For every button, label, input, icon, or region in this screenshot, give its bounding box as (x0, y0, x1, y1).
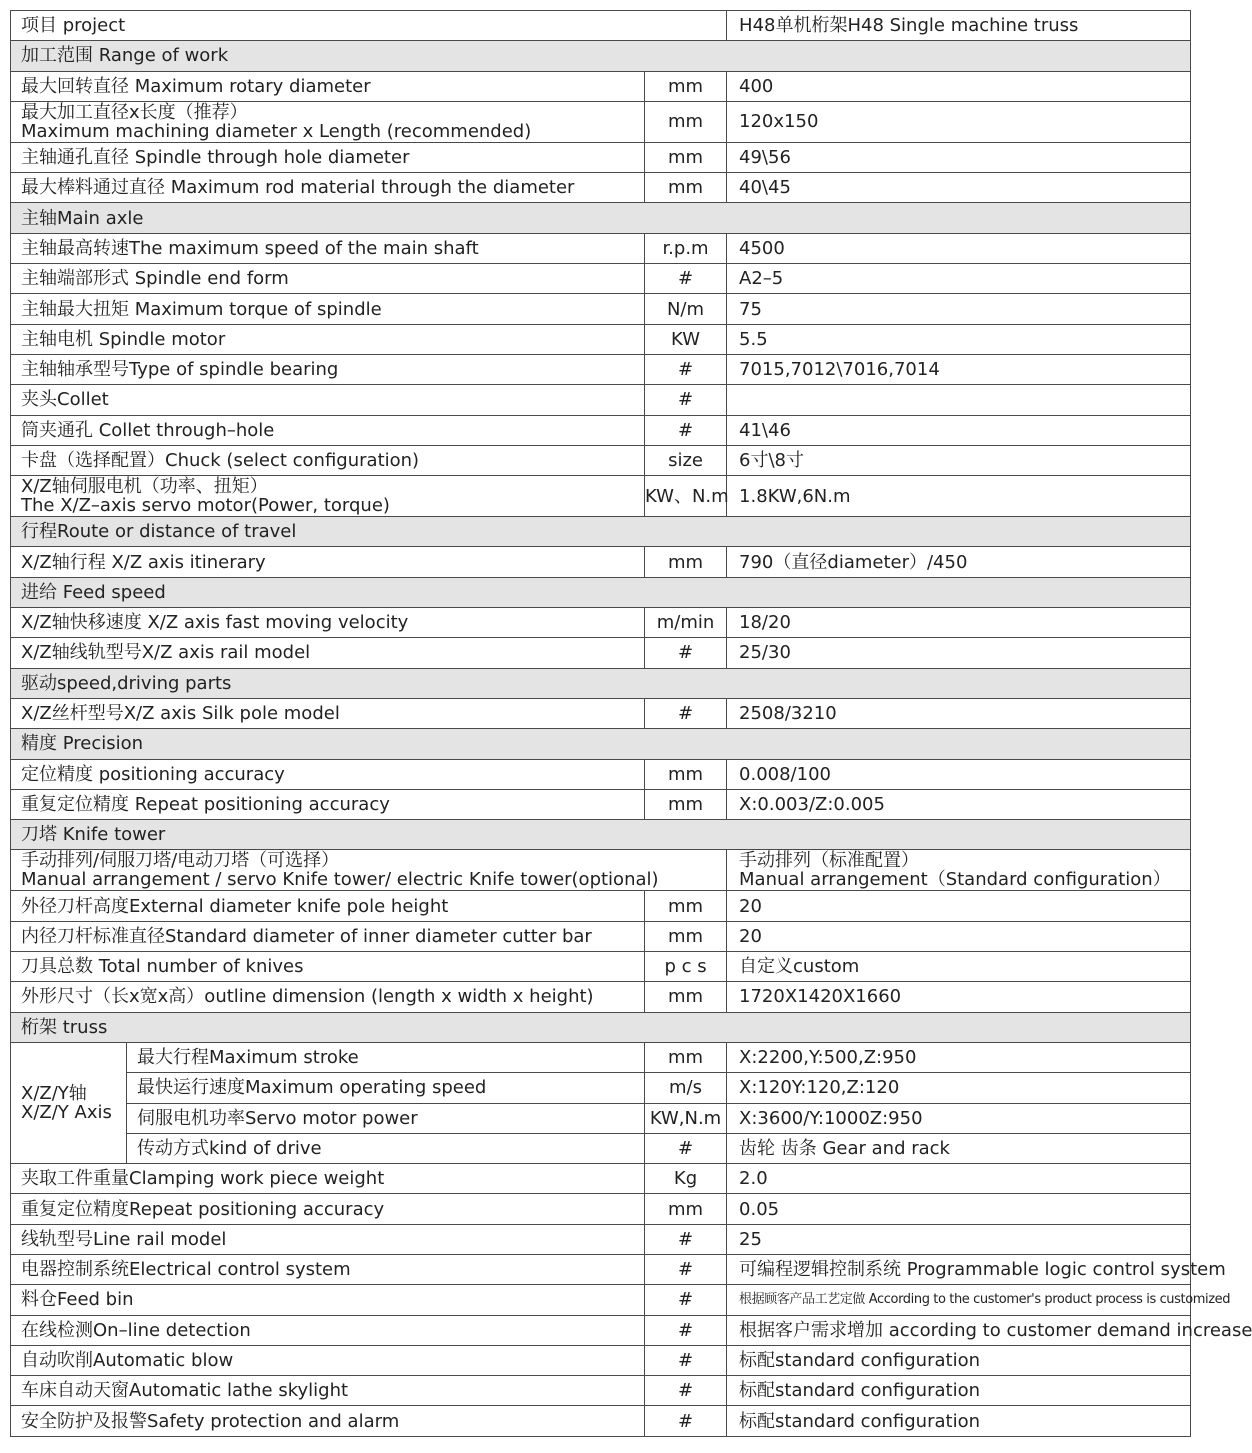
spec-value: 齿轮 齿条 Gear and rack (727, 1133, 1191, 1163)
spec-label: 最快运行速度Maximum operating speed (127, 1073, 645, 1103)
spec-label: X/Z轴线轨型号X/Z axis rail model (11, 638, 645, 668)
header-label: 项目 project (11, 11, 727, 41)
spec-label: 料仓Feed bin (11, 1285, 645, 1315)
spec-label: 主轴端部形式 Spindle end form (11, 264, 645, 294)
spec-label: 定位精度 positioning accuracy (11, 759, 645, 789)
spec-label: 卡盘（选择配置）Chuck (select configuration) (11, 445, 645, 475)
spec-label: 最大行程Maximum stroke (127, 1042, 645, 1072)
spec-value: 0.008/100 (727, 759, 1191, 789)
spec-value: 20 (727, 891, 1191, 921)
table-row (11, 547, 1191, 577)
spec-unit: mm (645, 759, 727, 789)
spec-value: 1.8KW,6N.m (727, 476, 1191, 517)
table-row (11, 1345, 1191, 1375)
spec-label: 主轴电机 Spindle motor (11, 324, 645, 354)
spec-value (727, 850, 1191, 891)
table-row (11, 142, 1191, 172)
spec-unit: # (645, 385, 727, 415)
section-title: 桁架 truss (11, 1012, 1191, 1042)
section-title: 精度 Precision (11, 729, 1191, 759)
spec-value: 18/20 (727, 608, 1191, 638)
spec-label: 自动吹削Automatic blow (11, 1345, 645, 1375)
spec-label: 筒夹通孔 Collet through–hole (11, 415, 645, 445)
spec-value: X:0.003/Z:0.005 (727, 789, 1191, 819)
spec-value: 5.5 (727, 324, 1191, 354)
spec-unit: mm (645, 1194, 727, 1224)
table-row (11, 173, 1191, 203)
spec-unit: # (645, 698, 727, 728)
spec-value: X:3600/Y:1000Z:950 (727, 1103, 1191, 1133)
table-row (11, 101, 1191, 142)
spec-unit: KW (645, 324, 727, 354)
spec-unit: p c s (645, 952, 727, 982)
spec-label: X/Z轴快移速度 X/Z axis fast moving velocity (11, 608, 645, 638)
spec-value: 1720X1420X1660 (727, 982, 1191, 1012)
spec-label: 重复定位精度Repeat positioning accuracy (11, 1194, 645, 1224)
spec-value: 6寸\8寸 (727, 445, 1191, 475)
spec-label-cn: 手动排列/伺服刀塔/电动刀塔（可选择） (21, 850, 340, 872)
section-row (11, 1012, 1191, 1042)
spec-unit: KW、N.m (645, 476, 727, 517)
spec-unit: mm (645, 142, 727, 172)
truss-group-label (11, 1042, 127, 1163)
spec-label-en: The X/Z–axis servo motor(Power, torque) (21, 495, 390, 517)
spec-unit: r.p.m (645, 233, 727, 263)
spec-label: 主轴最高转速The maximum speed of the main shaft (11, 233, 645, 263)
spec-unit: mm (645, 1042, 727, 1072)
spec-value: 400 (727, 71, 1191, 101)
spec-label: 最大棒料通过直径 Maximum rod material through the diameter (11, 173, 645, 203)
table-row (11, 1315, 1191, 1345)
table-row (11, 324, 1191, 354)
section-row (11, 820, 1191, 850)
section-row (11, 517, 1191, 547)
spec-value: 标配standard configuration (727, 1376, 1191, 1406)
table-row (11, 385, 1191, 415)
spec-unit: mm (645, 789, 727, 819)
section-row (11, 203, 1191, 233)
table-row (11, 233, 1191, 263)
spec-unit: Kg (645, 1164, 727, 1194)
spec-value: 2508/3210 (727, 698, 1191, 728)
spec-value: X:2200,Y:500,Z:950 (727, 1042, 1191, 1072)
spec-unit: # (645, 354, 727, 384)
table-row (11, 264, 1191, 294)
section-row (11, 668, 1191, 698)
spec-label: 内径刀杆标准直径Standard diameter of inner diameter cutter bar (11, 921, 645, 951)
spec-unit: # (645, 415, 727, 445)
spec-label: 安全防护及报警Safety protection and alarm (11, 1406, 645, 1436)
header-value: H48单机桁架H48 Single machine truss (727, 11, 1191, 41)
spec-label: 伺服电机功率Servo motor power (127, 1103, 645, 1133)
spec-label (11, 476, 645, 517)
section-title: 进给 Feed speed (11, 577, 1191, 607)
spec-label: X/Z轴行程 X/Z axis itinerary (11, 547, 645, 577)
spec-value: 标配standard configuration (727, 1406, 1191, 1436)
spec-label: 夹取工件重量Clamping work piece weight (11, 1164, 645, 1194)
spec-value: 20 (727, 921, 1191, 951)
table-row (11, 891, 1191, 921)
spec-value: X:120Y:120,Z:120 (727, 1073, 1191, 1103)
table-header-row (11, 11, 1191, 41)
section-row (11, 577, 1191, 607)
spec-unit: # (645, 1315, 727, 1345)
truss-row (11, 1073, 1191, 1103)
table-row (11, 1285, 1191, 1315)
spec-unit: # (645, 1285, 727, 1315)
spec-unit: m/min (645, 608, 727, 638)
truss-group-label-en: X/Z/Y Axis (21, 1102, 112, 1123)
spec-label: 主轴最大扭矩 Maximum torque of spindle (11, 294, 645, 324)
table-row (11, 850, 1191, 891)
spec-value: 25/30 (727, 638, 1191, 668)
truss-group-label-cn: X/Z/Y轴 (21, 1083, 87, 1104)
spec-value: 790（直径diameter）/450 (727, 547, 1191, 577)
spec-label-cn: X/Z轴伺服电机（功率、扭矩） (21, 476, 268, 498)
spec-value-cn: 手动排列（标准配置） (739, 850, 920, 872)
table-row (11, 294, 1191, 324)
spec-label: 车床自动天窗Automatic lathe skylight (11, 1376, 645, 1406)
spec-table (10, 10, 1252, 1437)
spec-value (727, 385, 1191, 415)
table-row (11, 445, 1191, 475)
spec-value: 2.0 (727, 1164, 1191, 1194)
spec-unit: mm (645, 547, 727, 577)
spec-label: 传动方式kind of drive (127, 1133, 645, 1163)
spec-value: 自定义custom (727, 952, 1191, 982)
spec-value: 25 (727, 1224, 1191, 1254)
spec-unit: # (645, 1345, 727, 1375)
section-title: 驱动speed,driving parts (11, 668, 1191, 698)
spec-label: 刀具总数 Total number of knives (11, 952, 645, 982)
table-row (11, 789, 1191, 819)
spec-unit: N/m (645, 294, 727, 324)
spec-unit: # (645, 1406, 727, 1436)
spec-unit: # (645, 264, 727, 294)
truss-row (11, 1042, 1191, 1072)
spec-unit: # (645, 638, 727, 668)
table-row (11, 415, 1191, 445)
spec-label: 外径刀杆高度External diameter knife pole height (11, 891, 645, 921)
spec-unit: # (645, 1133, 727, 1163)
spec-unit: m/s (645, 1073, 727, 1103)
table-row (11, 1406, 1191, 1436)
table-row (11, 759, 1191, 789)
spec-value-en: Manual arrangement（Standard configuration） (739, 869, 1171, 891)
spec-label (11, 850, 727, 891)
spec-label: 主轴轴承型号Type of spindle bearing (11, 354, 645, 384)
table-row (11, 1164, 1191, 1194)
section-row (11, 41, 1191, 71)
spec-unit: # (645, 1224, 727, 1254)
spec-value: 可编程逻辑控制系统 Programmable logic control system (727, 1254, 1191, 1284)
spec-label: 最大回转直径 Maximum rotary diameter (11, 71, 645, 101)
table-row (11, 982, 1191, 1012)
spec-label: 在线检测On–line detection (11, 1315, 645, 1345)
spec-value: 根据客户需求增加 according to customer demand increase (727, 1315, 1191, 1345)
spec-value: 120x150 (727, 101, 1191, 142)
table-row (11, 1194, 1191, 1224)
section-title: 刀塔 Knife tower (11, 820, 1191, 850)
spec-unit: mm (645, 71, 727, 101)
spec-unit: mm (645, 101, 727, 142)
spec-unit: mm (645, 891, 727, 921)
spec-unit: mm (645, 173, 727, 203)
spec-unit: mm (645, 921, 727, 951)
spec-label: 夹头Collet (11, 385, 645, 415)
spec-value: 7015,7012\7016,7014 (727, 354, 1191, 384)
truss-row (11, 1133, 1191, 1163)
spec-label: 主轴通孔直径 Spindle through hole diameter (11, 142, 645, 172)
table-row (11, 1376, 1191, 1406)
table-row (11, 698, 1191, 728)
spec-unit: # (645, 1254, 727, 1284)
spec-unit: size (645, 445, 727, 475)
table-row (11, 952, 1191, 982)
spec-value: 49\56 (727, 142, 1191, 172)
spec-unit: KW,N.m (645, 1103, 727, 1133)
spec-value: 40\45 (727, 173, 1191, 203)
spec-value: 75 (727, 294, 1191, 324)
spec-label: 电器控制系统Electrical control system (11, 1254, 645, 1284)
spec-label (11, 101, 645, 142)
section-row (11, 729, 1191, 759)
spec-label: 线轨型号Line rail model (11, 1224, 645, 1254)
table-row (11, 354, 1191, 384)
table-row (11, 1224, 1191, 1254)
table-row (11, 921, 1191, 951)
spec-value: 4500 (727, 233, 1191, 263)
table-row (11, 638, 1191, 668)
spec-value: A2–5 (727, 264, 1191, 294)
spec-unit: mm (645, 982, 727, 1012)
spec-label-en: Maximum machining diameter x Length (recommended) (21, 120, 532, 142)
spec-label: 重复定位精度 Repeat positioning accuracy (11, 789, 645, 819)
table-row (11, 476, 1191, 517)
truss-row (11, 1103, 1191, 1133)
section-title: 加工范围 Range of work (11, 41, 1191, 71)
spec-value: 41\46 (727, 415, 1191, 445)
spec-unit: # (645, 1376, 727, 1406)
spec-label-cn: 最大加工直径x长度（推荐） (21, 101, 248, 123)
spec-label: X/Z丝杆型号X/Z axis Silk pole model (11, 698, 645, 728)
section-title: 行程Route or distance of travel (11, 517, 1191, 547)
spec-label: 外形尺寸（长x宽x高）outline dimension (length x width x height) (11, 982, 645, 1012)
spec-value: 标配standard configuration (727, 1345, 1191, 1375)
spec-label-en: Manual arrangement / servo Knife tower/ electric Knife tower(optional) (21, 869, 659, 891)
spec-value: 根据顾客产品工艺定做 According to the customer's product process is customized (727, 1285, 1191, 1315)
spec-value: 0.05 (727, 1194, 1191, 1224)
table-row (11, 1254, 1191, 1284)
table-row (11, 608, 1191, 638)
table-row (11, 71, 1191, 101)
section-title: 主轴Main axle (11, 203, 1191, 233)
